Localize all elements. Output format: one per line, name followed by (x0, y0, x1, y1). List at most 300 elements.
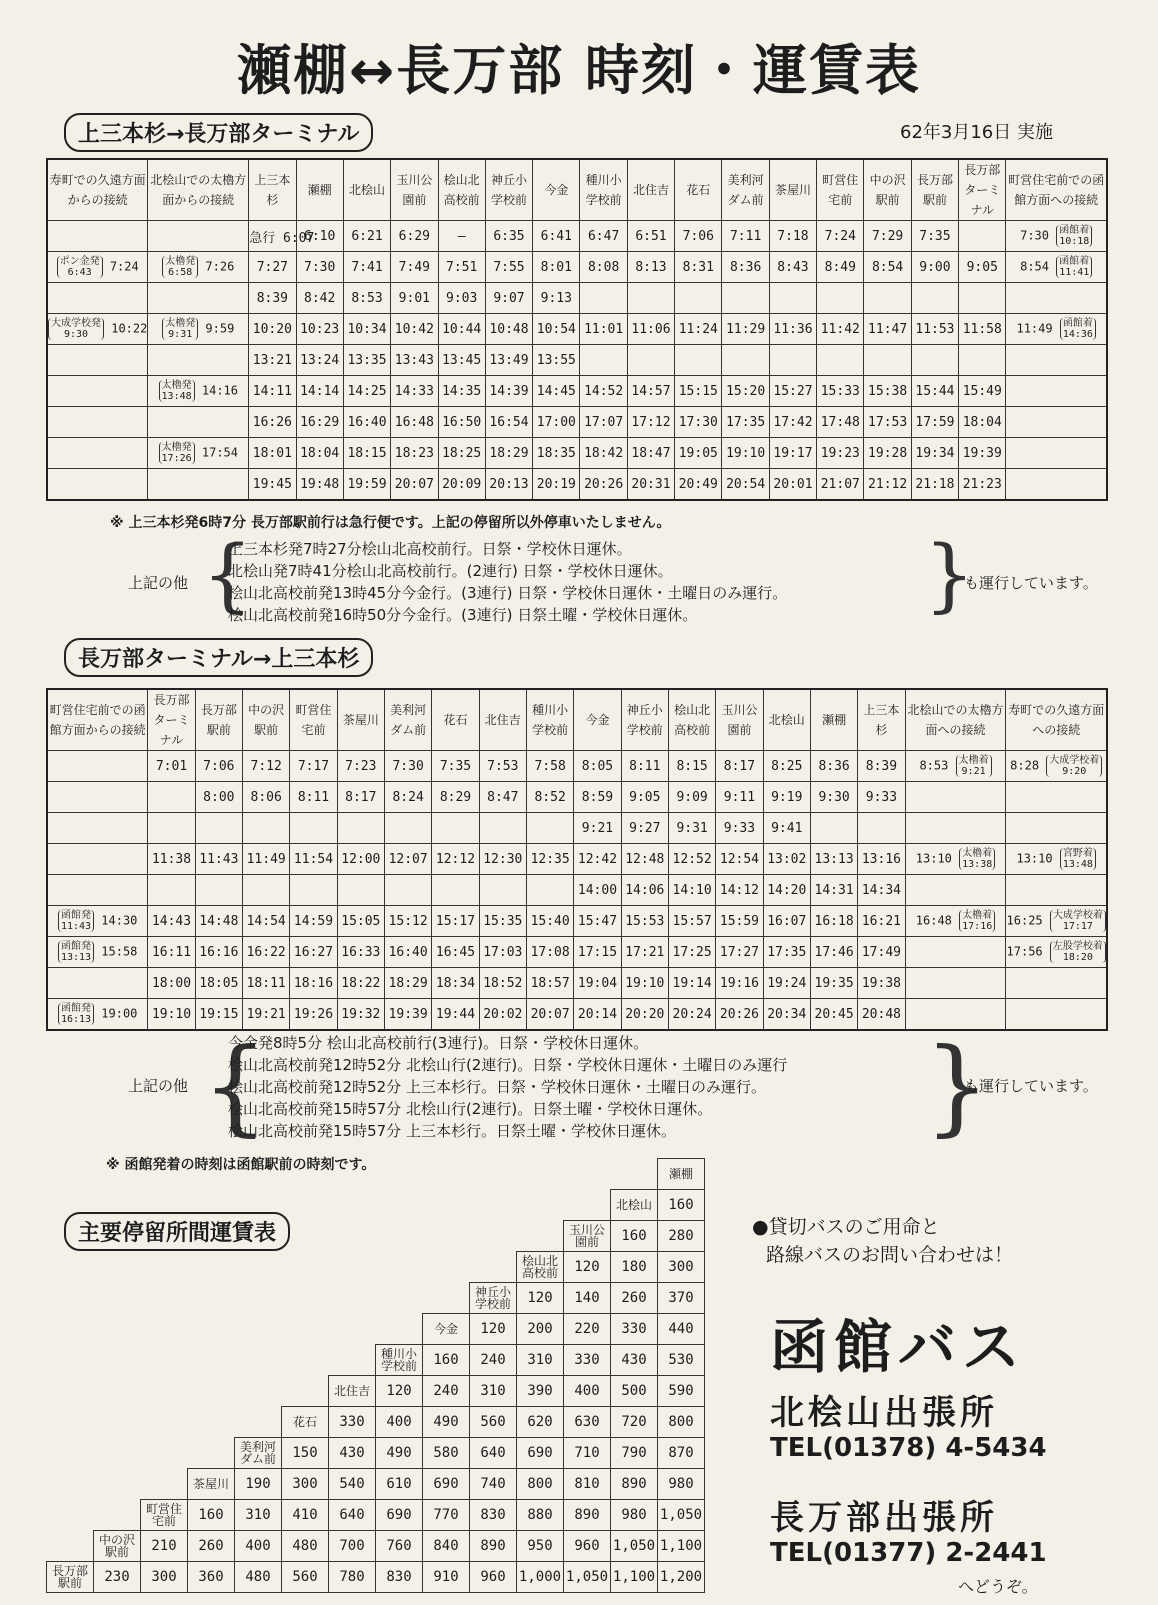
time-cell: ポン金発 6:43 7:24 (47, 252, 148, 283)
time-cell: 19:14 (668, 968, 715, 999)
time-cell: 17:53 (864, 407, 911, 438)
fare-cell: 120 (517, 1283, 564, 1314)
fare-blank (423, 1252, 470, 1283)
time-cell: 9:19 (763, 782, 810, 813)
time-cell: 8:31 (675, 252, 722, 283)
table-row (47, 875, 1107, 906)
fare-cell: 640 (470, 1438, 517, 1469)
fare-blank (564, 1190, 611, 1221)
time-cell (1006, 376, 1107, 407)
time-cell: 20:45 (810, 999, 857, 1031)
time-cell (1006, 283, 1107, 314)
time-cell: 14:45 (533, 376, 580, 407)
fare-blank (47, 1345, 94, 1376)
fare-blank (329, 1159, 376, 1190)
time-cell: 19:59 (343, 469, 390, 501)
time-cell: 13:24 (296, 345, 343, 376)
time-cell: 17:49 (858, 937, 905, 968)
connection-note: 太櫓発 6:58 (162, 256, 198, 278)
time-cell: 16:16 (195, 937, 242, 968)
fare-cell: 1,050 (611, 1531, 658, 1562)
time-cell: 19:15 (195, 999, 242, 1031)
time-cell: 7:29 (864, 221, 911, 252)
connection-note: 函館発 11:43 (58, 910, 94, 932)
column-header: 町営住宅前 (290, 689, 337, 751)
time-cell: 16:40 (343, 407, 390, 438)
fare-blank (141, 1283, 188, 1314)
fare-row (47, 1500, 705, 1531)
time-cell: 9:05 (959, 252, 1006, 283)
time-cell: 15:12 (384, 906, 431, 937)
fare-cell: 620 (517, 1407, 564, 1438)
time-cell (1006, 999, 1107, 1031)
fare-blank (188, 1407, 235, 1438)
fare-cell: 880 (517, 1500, 564, 1531)
table-row (47, 407, 1107, 438)
others-line: 桧山北高校前発15時57分 上三本杉行。日祭土曜・学校休日運休。 (228, 1122, 676, 1140)
fare-cell: 260 (611, 1283, 658, 1314)
time-cell: 7:30 函館着 10:18 (1006, 221, 1107, 252)
time-cell: 8:00 (195, 782, 242, 813)
connection-note: ポン金発 6:43 (57, 256, 103, 278)
time-cell: 15:49 (959, 376, 1006, 407)
time-cell (959, 221, 1006, 252)
time-cell: 17:59 (911, 407, 958, 438)
fare-cell: 630 (564, 1407, 611, 1438)
fare-cell: 490 (376, 1438, 423, 1469)
time-cell: 21:12 (864, 469, 911, 501)
time-cell: 8:06 (243, 782, 290, 813)
time-cell (675, 283, 722, 314)
fare-blank (376, 1252, 423, 1283)
fare-blank (141, 1345, 188, 1376)
time-cell: 8:17 (716, 751, 763, 782)
fare-cell: 330 (564, 1345, 611, 1376)
fare-cell: 400 (564, 1376, 611, 1407)
time-cell: 8:11 (290, 782, 337, 813)
fare-cell: 160 (658, 1190, 705, 1221)
time-cell: 10:42 (391, 314, 438, 345)
fare-blank (376, 1283, 423, 1314)
time-cell: 17:03 (479, 937, 526, 968)
fare-blank (376, 1159, 423, 1190)
fare-cell: 870 (658, 1438, 705, 1469)
fare-cell: 1,050 (658, 1500, 705, 1531)
fare-stop-label: 町営住宅前 (141, 1500, 188, 1531)
table-row (47, 283, 1107, 314)
time-cell: 16:21 (858, 906, 905, 937)
office2-name: 長万部出張所 (770, 1498, 998, 1538)
time-cell (905, 813, 1006, 844)
column-header: 茶屋川 (769, 159, 816, 221)
fare-stop-label: 神丘小学校前 (470, 1283, 517, 1314)
fare-cell: 790 (611, 1438, 658, 1469)
time-cell: 12:30 (479, 844, 526, 875)
time-cell (148, 469, 249, 501)
fare-blank (141, 1314, 188, 1345)
column-header: 瀬棚 (810, 689, 857, 751)
time-cell: 17:56 左股学校着 18:20 (1006, 937, 1107, 968)
office1-tel: TEL(01378) 4-5434 (770, 1433, 1047, 1463)
time-cell: — (438, 221, 485, 252)
time-cell (243, 875, 290, 906)
fare-cell: 300 (658, 1252, 705, 1283)
others-line: 北桧山発7時41分桧山北高校前行。(2連行) 日祭・学校休日運休。 (228, 562, 673, 580)
brace-right-1: } (924, 528, 975, 621)
time-cell: 20:26 (716, 999, 763, 1031)
time-cell: 14:31 (810, 875, 857, 906)
table-row (47, 751, 1107, 782)
time-cell: 15:40 (526, 906, 573, 937)
fare-cell: 770 (423, 1500, 470, 1531)
time-cell (810, 813, 857, 844)
time-cell: 20:01 (769, 469, 816, 501)
time-cell (148, 782, 195, 813)
fare-cell: 810 (564, 1469, 611, 1500)
time-cell: 15:15 (675, 376, 722, 407)
time-cell: 8:39 (249, 283, 296, 314)
time-cell: 14:57 (627, 376, 674, 407)
time-cell: 10:20 (249, 314, 296, 345)
time-cell: 7:27 (249, 252, 296, 283)
fare-blank (235, 1407, 282, 1438)
fare-blank (423, 1159, 470, 1190)
time-cell: 17:30 (675, 407, 722, 438)
time-cell (148, 813, 195, 844)
time-cell: 15:53 (621, 906, 668, 937)
fare-blank (188, 1376, 235, 1407)
time-cell: 8:08 (580, 252, 627, 283)
fare-blank (282, 1283, 329, 1314)
column-header: 北桧山での太櫓方面への接続 (905, 689, 1006, 751)
time-cell: 13:55 (533, 345, 580, 376)
time-cell: 20:26 (580, 469, 627, 501)
time-cell: 18:16 (290, 968, 337, 999)
fare-cell: 780 (329, 1562, 376, 1593)
connection-note: 函館着 14:36 (1060, 318, 1096, 340)
time-cell: 11:54 (290, 844, 337, 875)
fare-cell: 700 (329, 1531, 376, 1562)
time-cell: 17:46 (810, 937, 857, 968)
time-cell: 19:16 (716, 968, 763, 999)
fare-cell: 840 (423, 1531, 470, 1562)
fare-blank (517, 1190, 564, 1221)
fare-blank (94, 1438, 141, 1469)
time-cell (722, 283, 769, 314)
time-cell: 18:35 (533, 438, 580, 469)
fare-blank (47, 1407, 94, 1438)
connection-note: 宮野着 13:48 (1060, 848, 1096, 870)
fare-blank (235, 1252, 282, 1283)
section1-label: 上三本杉→長万部ターミナル (64, 113, 373, 152)
connection-note: 左股学校着 18:20 (1050, 941, 1106, 963)
time-cell (47, 407, 148, 438)
time-cell: 12:54 (716, 844, 763, 875)
fare-cell: 440 (658, 1314, 705, 1345)
time-cell (384, 875, 431, 906)
fare-cell: 390 (517, 1376, 564, 1407)
time-cell: 8:15 (668, 751, 715, 782)
time-cell (905, 937, 1006, 968)
table-row (47, 782, 1107, 813)
page-title: 瀬棚↔長万部 時刻・運賃表 (236, 39, 922, 102)
time-cell: 14:33 (391, 376, 438, 407)
connection-note: 太櫓着 17:16 (959, 910, 995, 932)
time-cell: 9:41 (763, 813, 810, 844)
time-cell: 11:43 (195, 844, 242, 875)
table-row (47, 906, 1107, 937)
time-cell: 17:25 (668, 937, 715, 968)
column-header: 桧山北高校前 (438, 159, 485, 221)
time-cell: 8:11 (621, 751, 668, 782)
time-cell: 11:49 函館着 14:36 (1006, 314, 1107, 345)
time-cell: 14:12 (716, 875, 763, 906)
section2-note: ※ 函館発着の時刻は函館駅前の時刻です。 (106, 1157, 376, 1173)
fare-blank (235, 1376, 282, 1407)
time-cell (905, 875, 1006, 906)
time-cell: 14:48 (195, 906, 242, 937)
brace-left-2: { (202, 1025, 269, 1147)
time-cell: 19:10 (621, 968, 668, 999)
fare-blank (141, 1252, 188, 1283)
section1-others-suffix: も運行しています。 (964, 574, 1098, 592)
fare-row (47, 1314, 705, 1345)
time-cell (148, 221, 249, 252)
time-cell: 17:15 (574, 937, 621, 968)
time-cell: 16:40 (384, 937, 431, 968)
fare-cell: 1,100 (658, 1531, 705, 1562)
time-cell: 17:27 (716, 937, 763, 968)
time-cell: 20:02 (479, 999, 526, 1031)
time-cell: 7:41 (343, 252, 390, 283)
fare-row (47, 1531, 705, 1562)
fare-blank (282, 1314, 329, 1345)
time-cell: 14:00 (574, 875, 621, 906)
time-cell: 6:10 (296, 221, 343, 252)
time-cell: 17:00 (533, 407, 580, 438)
time-cell: 13:13 (810, 844, 857, 875)
fare-cell: 310 (235, 1500, 282, 1531)
time-cell (864, 283, 911, 314)
fare-blank (235, 1221, 282, 1252)
fare-stop-label: 瀬棚 (658, 1159, 705, 1190)
time-cell: 19:48 (296, 469, 343, 501)
section1-others (228, 538, 787, 626)
fare-stop-label: 中の沢駅前 (94, 1531, 141, 1562)
time-cell: 16:33 (337, 937, 384, 968)
time-cell: 20:49 (675, 469, 722, 501)
time-cell: 8:05 (574, 751, 621, 782)
time-cell: 18:05 (195, 968, 242, 999)
time-cell: 21:23 (959, 469, 1006, 501)
fare-cell: 220 (564, 1314, 611, 1345)
fare-cell: 370 (658, 1283, 705, 1314)
time-cell: 13:10 宮野着 13:48 (1006, 844, 1107, 875)
time-cell (47, 844, 148, 875)
fare-cell: 160 (611, 1221, 658, 1252)
fare-cell: 260 (188, 1531, 235, 1562)
time-cell: 9:21 (574, 813, 621, 844)
column-header: 神丘小学校前 (621, 689, 668, 751)
time-cell: 6:29 (391, 221, 438, 252)
time-cell: 太櫓発 9:31 9:59 (148, 314, 249, 345)
fare-blank (47, 1190, 94, 1221)
fare-blank (94, 1469, 141, 1500)
time-cell: 9:31 (668, 813, 715, 844)
fare-blank (423, 1221, 470, 1252)
column-header: 長万部ターミナル (148, 689, 195, 751)
section2-others-suffix: も運行しています。 (964, 1077, 1098, 1095)
time-cell: 19:34 (911, 438, 958, 469)
fare-blank (47, 1469, 94, 1500)
time-cell (1006, 968, 1107, 999)
time-cell (817, 283, 864, 314)
time-cell (47, 469, 148, 501)
fare-blank (282, 1252, 329, 1283)
time-cell: 20:20 (621, 999, 668, 1031)
time-cell: 18:23 (391, 438, 438, 469)
fare-stop-label: 今金 (423, 1314, 470, 1345)
time-cell: 7:23 (337, 751, 384, 782)
fare-stop-label: 北桧山 (611, 1190, 658, 1221)
section1-others-label: 上記の他 (128, 574, 189, 592)
fare-cell: 560 (282, 1562, 329, 1593)
time-cell: 9:00 (911, 252, 958, 283)
header-row (47, 159, 1107, 221)
fare-blank (94, 1314, 141, 1345)
fare-cell: 950 (517, 1531, 564, 1562)
time-cell: 7:49 (391, 252, 438, 283)
time-cell: 10:54 (533, 314, 580, 345)
time-cell: 15:57 (668, 906, 715, 937)
time-cell: 12:42 (574, 844, 621, 875)
fare-cell: 720 (611, 1407, 658, 1438)
column-header: 中の沢駅前 (864, 159, 911, 221)
time-cell (479, 875, 526, 906)
fare-blank (376, 1221, 423, 1252)
table-row (47, 469, 1107, 501)
column-header: 瀬棚 (296, 159, 343, 221)
time-cell: 7:53 (479, 751, 526, 782)
time-cell (722, 345, 769, 376)
column-header: 桧山北高校前 (668, 689, 715, 751)
time-cell: 16:07 (763, 906, 810, 937)
company-name: 函館バス (770, 1313, 1027, 1381)
time-cell (1006, 438, 1107, 469)
time-cell: 7:51 (438, 252, 485, 283)
fare-cell: 300 (282, 1469, 329, 1500)
column-header: 種川小学校前 (526, 689, 573, 751)
time-cell (243, 813, 290, 844)
fare-cell: 490 (423, 1407, 470, 1438)
table-row (47, 968, 1107, 999)
time-cell: 18:11 (243, 968, 290, 999)
time-cell: 19:17 (769, 438, 816, 469)
fare-cell: 120 (376, 1376, 423, 1407)
time-cell: 19:32 (337, 999, 384, 1031)
fare-cell: 410 (282, 1500, 329, 1531)
time-cell (1006, 345, 1107, 376)
time-cell (337, 813, 384, 844)
time-cell: 17:35 (763, 937, 810, 968)
fare-cell: 150 (282, 1438, 329, 1469)
fare-blank (188, 1159, 235, 1190)
time-cell (47, 751, 148, 782)
time-cell (47, 875, 148, 906)
time-cell: 13:35 (343, 345, 390, 376)
fare-blank (564, 1159, 611, 1190)
fare-blank (188, 1345, 235, 1376)
fare-blank (188, 1190, 235, 1221)
fare-blank (376, 1314, 423, 1345)
time-cell: 15:20 (722, 376, 769, 407)
time-cell: 16:22 (243, 937, 290, 968)
fare-cell: 980 (658, 1469, 705, 1500)
time-cell: 16:48 太櫓着 17:16 (905, 906, 1006, 937)
time-cell (769, 283, 816, 314)
time-cell (148, 407, 249, 438)
time-cell (911, 283, 958, 314)
connection-note: 大成学校着 9:20 (1046, 755, 1102, 777)
fare-cell: 1,200 (658, 1562, 705, 1593)
time-cell: 18:47 (627, 438, 674, 469)
fare-cell: 890 (470, 1531, 517, 1562)
connection-note: 函館着 10:18 (1056, 225, 1092, 247)
fare-cell: 1,050 (564, 1562, 611, 1593)
fare-cell: 300 (141, 1562, 188, 1593)
fare-row (47, 1252, 705, 1283)
fare-row (47, 1283, 705, 1314)
brace-left-1: { (202, 528, 253, 621)
time-cell: 8:42 (296, 283, 343, 314)
time-cell (580, 283, 627, 314)
time-cell: 11:53 (911, 314, 958, 345)
fare-blank (47, 1283, 94, 1314)
column-header: 中の沢駅前 (243, 689, 290, 751)
time-cell: 8:36 (722, 252, 769, 283)
others-line: 上三本杉発7時27分桧山北高校前行。日祭・学校休日運休。 (228, 540, 632, 558)
fare-blank (470, 1159, 517, 1190)
time-cell: 12:52 (668, 844, 715, 875)
time-cell: 18:29 (384, 968, 431, 999)
fare-cell: 580 (423, 1438, 470, 1469)
time-cell: 20:24 (668, 999, 715, 1031)
fare-cell: 640 (329, 1500, 376, 1531)
column-header: 上三本杉 (858, 689, 905, 751)
fare-blank (282, 1221, 329, 1252)
time-cell: 18:22 (337, 968, 384, 999)
fare-blank (94, 1500, 141, 1531)
column-header: 寿町での久遠方面への接続 (1006, 689, 1107, 751)
time-cell (911, 345, 958, 376)
time-cell: 8:47 (479, 782, 526, 813)
fare-cell: 430 (329, 1438, 376, 1469)
time-cell: 9:07 (485, 283, 532, 314)
fare-cell: 240 (423, 1376, 470, 1407)
time-cell: 18:25 (438, 438, 485, 469)
time-cell: 6:51 (627, 221, 674, 252)
time-cell (817, 345, 864, 376)
column-header: 長万部駅前 (911, 159, 958, 221)
fare-cell: 960 (564, 1531, 611, 1562)
time-cell: 15:38 (864, 376, 911, 407)
connection-note: 函館発 13:13 (58, 941, 94, 963)
time-cell: 太櫓発 17:26 17:54 (148, 438, 249, 469)
time-cell (1006, 782, 1107, 813)
time-cell: 16:26 (249, 407, 296, 438)
column-header: 北桧山での太櫓方面からの接続 (148, 159, 249, 221)
time-cell: 20:34 (763, 999, 810, 1031)
